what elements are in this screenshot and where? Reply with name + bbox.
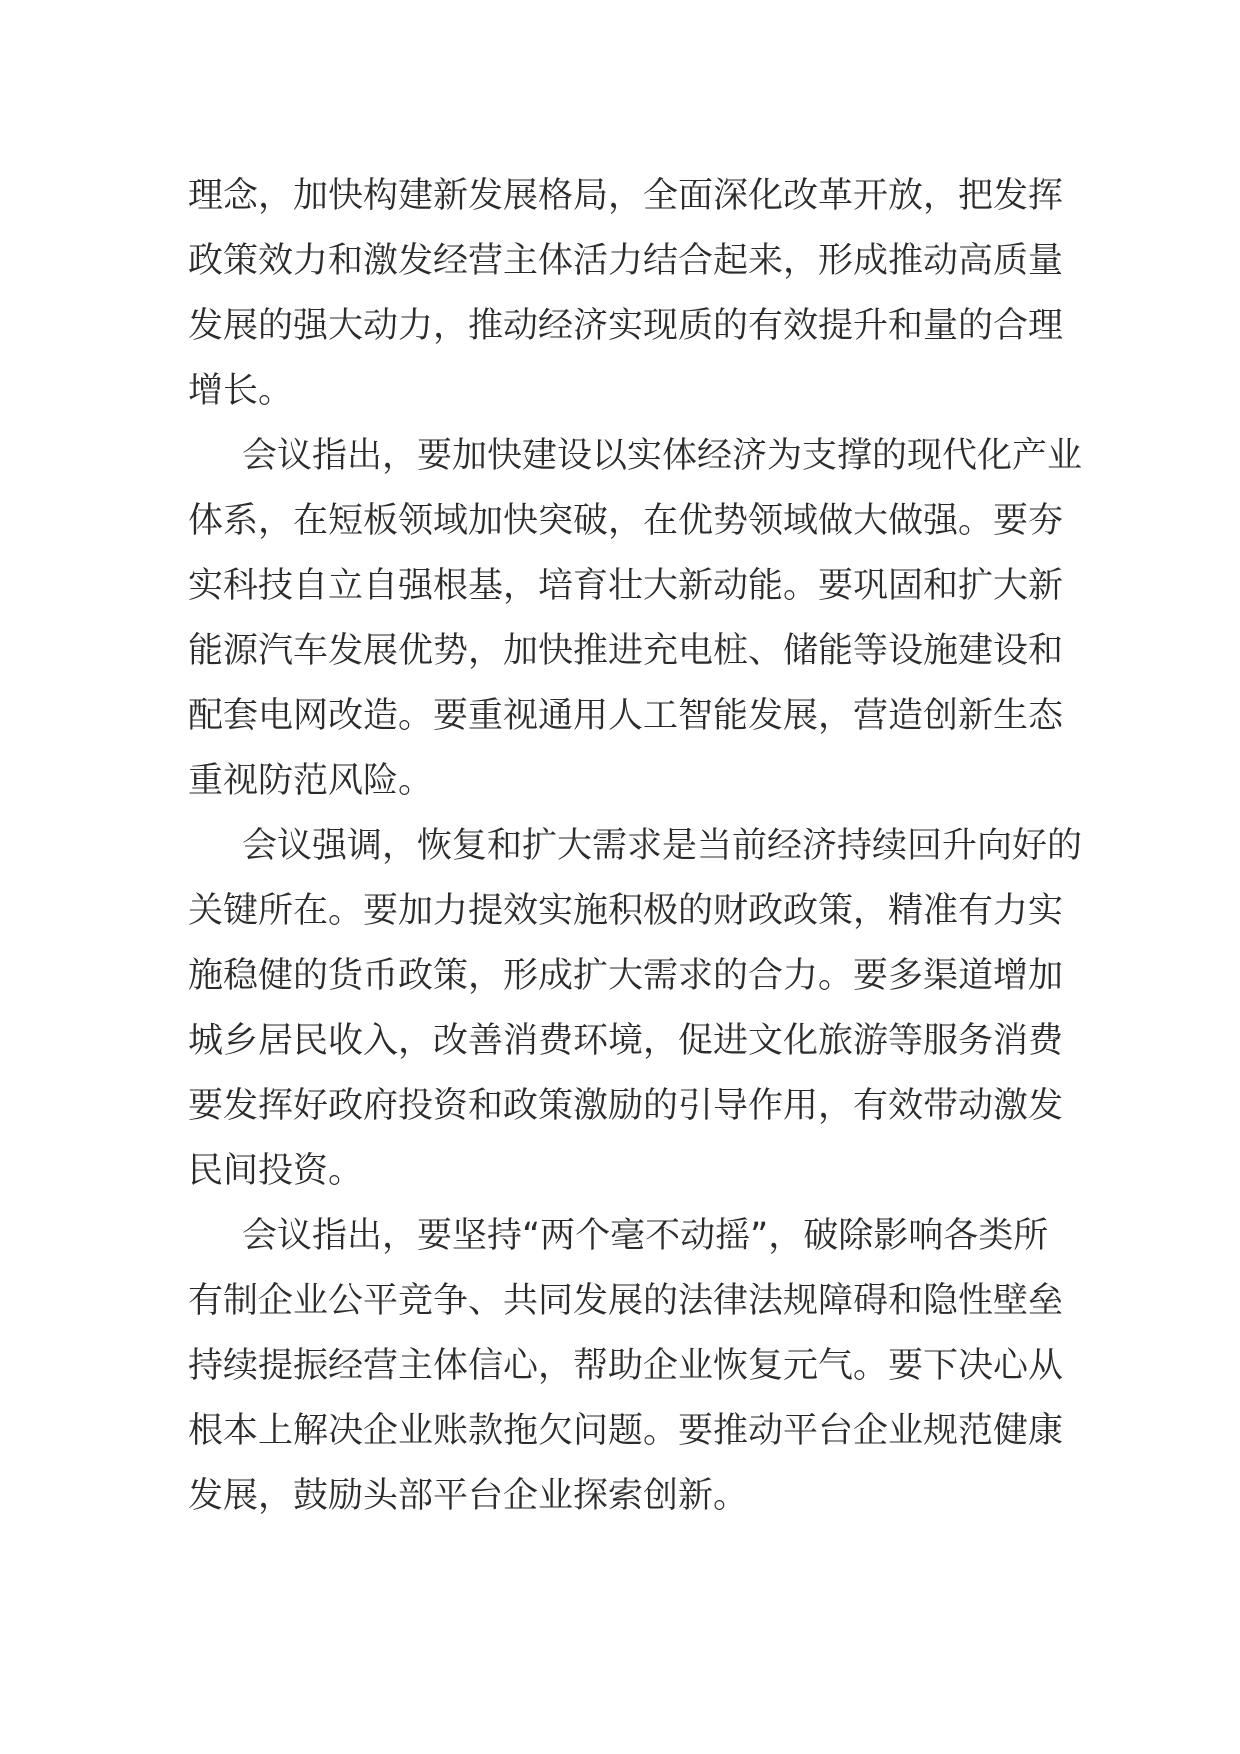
paragraph-1 <box>188 164 1064 424</box>
text-line: 会议指出，要加快建设以实体经济为支撑的现代化产业 <box>242 436 1083 476</box>
text-line: 关键所在。要加力提效实施积极的财政政策，精准有力实 <box>188 891 1064 931</box>
paragraph-2 <box>188 424 1083 814</box>
text-line: 增长。 <box>188 371 294 411</box>
text-line: 有制企业公平竞争、共同发展的法律法规障碍和隐性壁垒 <box>188 1281 1064 1321</box>
text-line: 要发挥好政府投资和政策激励的引导作用，有效带动激发 <box>188 1086 1064 1126</box>
text-line: 会议指出，要坚持“两个毫不动摇”，破除影响各类所 <box>242 1216 1049 1256</box>
text-line: 能源汽车发展优势，加快推进充电桩、储能等设施建设和 <box>188 631 1064 671</box>
paragraph-4 <box>188 1204 1064 1529</box>
text-line: 民间投资。 <box>188 1151 364 1191</box>
text-line: 发展的强大动力，推动经济实现质的有效提升和量的合理 <box>188 306 1064 346</box>
text-line: 根本上解决企业账款拖欠问题。要推动平台企业规范健康 <box>188 1411 1064 1451</box>
text-line: 实科技自立自强根基，培育壮大新动能。要巩固和扩大新 <box>188 566 1064 606</box>
text-line: 城乡居民收入，改善消费环境，促进文化旅游等服务消费 <box>188 1021 1064 1061</box>
text-line: 施稳健的货币政策，形成扩大需求的合力。要多渠道增加 <box>188 956 1064 996</box>
paragraph-3 <box>188 814 1083 1204</box>
text-line: 配套电网改造。要重视通用人工智能发展，营造创新生态 <box>188 696 1064 736</box>
document-body <box>188 164 1083 1529</box>
text-line: 发展，鼓励头部平台企业探索创新。 <box>188 1476 749 1516</box>
text-line: 会议强调，恢复和扩大需求是当前经济持续回升向好的 <box>242 826 1083 866</box>
text-line: 政策效力和激发经营主体活力结合起来，形成推动高质量 <box>188 241 1064 281</box>
text-line: 理念，加快构建新发展格局，全面深化改革开放，把发挥 <box>188 176 1064 216</box>
text-line: 持续提振经营主体信心，帮助企业恢复元气。要下决心从 <box>188 1346 1064 1386</box>
text-line: 重视防范风险。 <box>188 761 434 801</box>
text-line: 体系，在短板领域加快突破，在优势领域做大做强。要夯 <box>188 501 1064 541</box>
